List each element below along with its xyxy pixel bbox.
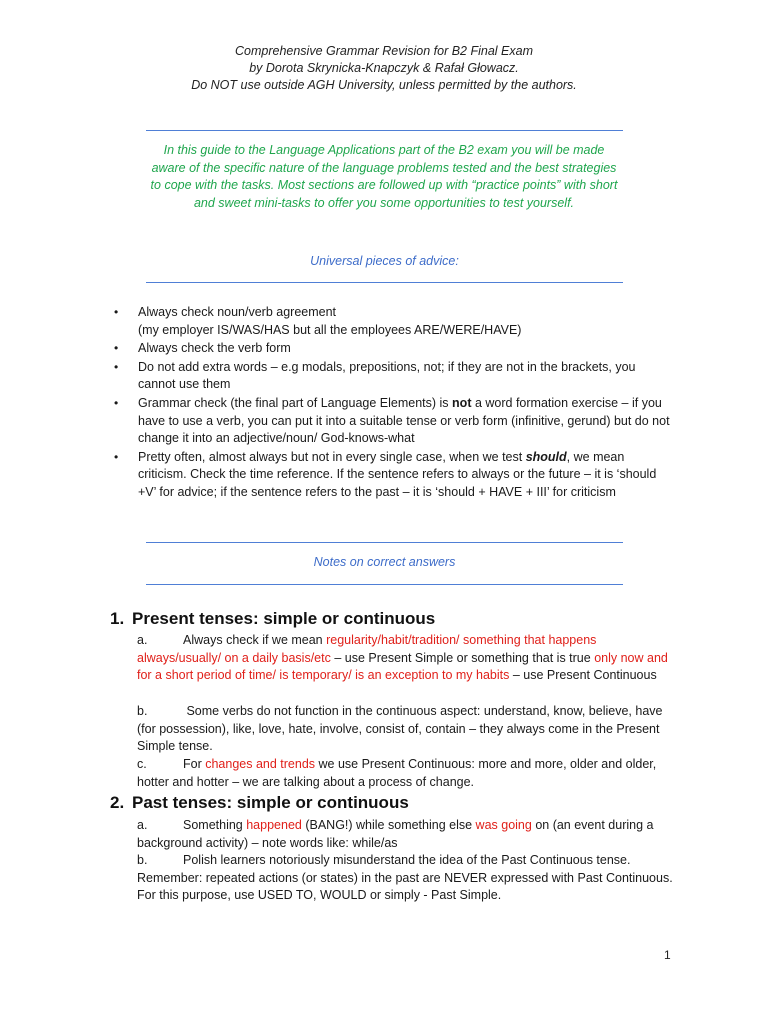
- section2-point-a: a. Something happened (BANG!) while something else was going on (an event during a background activity) – note words like: while/as: [137, 818, 654, 850]
- section2-point-b: b. Polish learners notoriously misunderstand the idea of the Past Continuous tense. Remember: repeated actions (or states) in the past are NEVER expressed with Past Continuous. For this purpose, use USED TO, WOULD or simply - Past Simple.: [137, 853, 673, 903]
- section-heading: 1. Present tenses: simple or continuous: [110, 609, 436, 628]
- list-item: • Do not add extra words – e.g modals, prepositions, not; if they are not in the brackets, you cannot use them: [114, 359, 636, 392]
- section-heading: 2. Past tenses: simple or continuous: [110, 793, 409, 812]
- section1-point-b: b. Some verbs do not function in the continuous aspect: understand, know, believe, have (for possession), like, love, hate, involve, consist of, contain – they always come in the Present Simple tense.: [137, 704, 663, 754]
- list-item: • Grammar check (the final part of Language Elements) is not a word formation exercise – if you have to use a verb, you can put it into a suitable tense or verb form (infinitive, gerund) but do not change it into an adjective/noun/ God-knows-what: [114, 395, 670, 446]
- document-title: Comprehensive Grammar Revision for B2 Final Exam: [234, 44, 534, 58]
- section1-point-a: a. Always check if we mean regularity/habit/tradition/ something that happens always/usually/ on a daily basis/etc – use Present Simple or something that is true only now and for a short period of time/ is temporary/ is an exception to my habits – use Present Continuous: [137, 633, 668, 683]
- intro-paragraph: In this guide to the Language Applications part of the B2 exam you will be made aware of the specific nature of the language problems tested and the best strategies to cope with the tasks. Most sections are followed up with “practice points” with short and sweet mini-tasks to offer you some opportunities to test yourself.: [150, 143, 618, 210]
- list-item: • Always check noun/verb agreement (my employer IS/WAS/HAS but all the employees ARE/WERE/HAVE): [114, 305, 522, 337]
- advice-list: [110, 304, 670, 503]
- section1-point-c: c. For changes and trends we use Present Continuous: more and more, older and older, hotter and hotter – we are talking about a process of change.: [137, 757, 657, 789]
- bullet-icon: •: [114, 305, 119, 319]
- divider: [146, 282, 623, 283]
- list-item: • Always check the verb form: [110, 340, 670, 358]
- divider: [146, 584, 623, 585]
- document-authors: by Dorota Skrynicka-Knapczyk & Rafał Głowacz.: [249, 61, 519, 75]
- divider: [146, 542, 623, 543]
- bullet-icon: •: [114, 359, 119, 374]
- page-number: 1: [664, 948, 671, 962]
- divider: [146, 130, 623, 131]
- bullet-icon: •: [114, 395, 119, 410]
- bullet-icon: •: [114, 341, 119, 356]
- notes-heading: Notes on correct answers: [313, 555, 456, 569]
- list-item: • Pretty often, almost always but not in every single case, when we test should, we mean criticism. Check the time reference. If the sentence refers to always or the future – it is ‘should +V’ for advice; if the sentence refers to the past – it is ‘should + HAVE + III’ for criticism: [114, 449, 657, 499]
- advice-heading: Universal pieces of advice:: [310, 254, 459, 268]
- usage-restriction: Do NOT use outside AGH University, unless permitted by the authors.: [191, 78, 577, 92]
- bullet-icon: •: [114, 449, 119, 464]
